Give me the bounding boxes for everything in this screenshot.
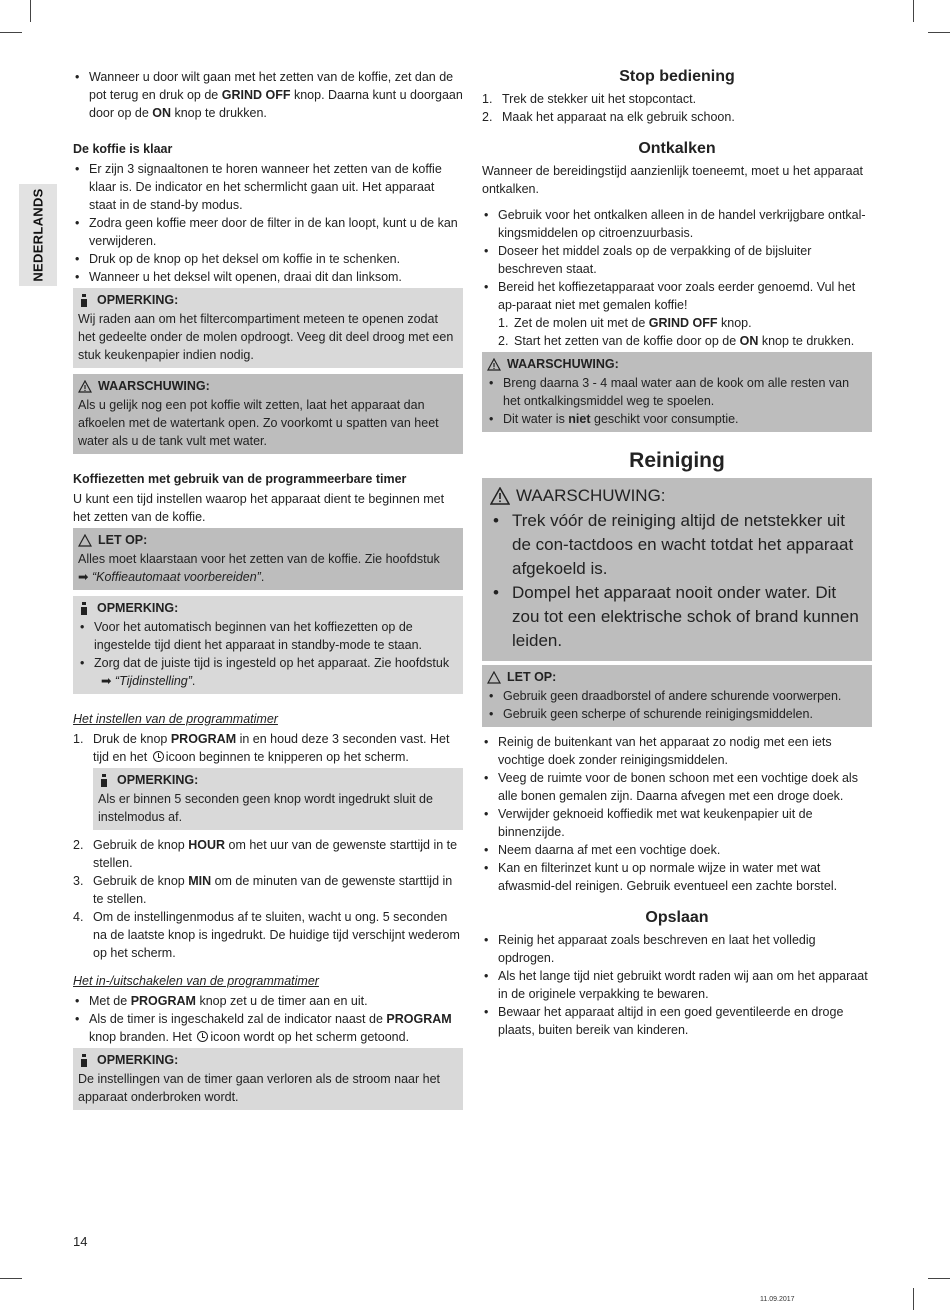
list-item: • Dit water is niet geschikt voor consumptie. <box>487 410 867 428</box>
list-item: • Bewaar het apparaat altijd in een goed geventileerde en droge plaats, buiten bereik van kinderen. <box>482 1003 872 1039</box>
list-item: • Veeg de ruimte voor de bonen schoon met een vochtige doek als alle bonen gemalen zijn. Daarna afvegen met een droge doek. <box>482 769 872 805</box>
list-item: 3. Gebruik de knop MIN om de minuten van de gewenste starttijd in te stellen. <box>73 874 453 906</box>
crop-mark <box>928 32 950 33</box>
onoff-list <box>73 992 463 1046</box>
list-item: 1. Trek de stekker uit het stopcontact. <box>482 92 697 106</box>
ready-list <box>73 160 463 286</box>
caution-icon <box>78 534 92 547</box>
list-item: 1. Druk de knop PROGRAM in en houd deze 3 seconden vast. Het tijd en het icoon beginnen te knipperen op het scherm. <box>73 732 450 764</box>
warning-box: WAARSCHUWING: Als u gelijk nog een pot koffie wilt zetten, laat het apparaat dan afkoelen met de watertank open. Zo voorkomt u spatten van heet water als u de tank vult met water. <box>73 374 463 454</box>
page-number: 14 <box>73 1234 88 1249</box>
list-item: • Met de PROGRAM knop zet u de timer aan en uit. <box>73 992 463 1010</box>
list-item: 2. Start het zetten van de koffie door op de ON knop te drukken. <box>498 334 855 348</box>
clean-heading: Reiniging <box>629 449 725 472</box>
list-item: • Doseer het middel zoals op de verpakking of de bijsluiter beschreven staat. <box>482 242 872 278</box>
list-item: • Verwijder geknoeid koffiedik met wat keukenpapier uit de binnenzijde. <box>482 805 872 841</box>
list-item: • Kan en filterinzet kunt u op normale wijze in water met wat afwasmid-del reinigen. Gebruik eventueel een zachte borstel. <box>482 859 872 895</box>
arrow-icon: ➡ <box>78 570 89 584</box>
list-item: 1. Zet de molen uit met de GRIND OFF knop. <box>498 316 752 330</box>
list-item: • Gebruik geen draadborstel of andere schurende voorwerpen. <box>487 687 867 705</box>
crop-mark <box>0 1278 22 1279</box>
info-icon <box>80 294 88 307</box>
list-item: • Wanneer u door wilt gaan met het zetten van de koffie, zet dan de pot terug en druk op de GRIND OFF knop. Daarna kunt u doorgaan door op de ON knop te drukken. <box>73 68 463 122</box>
list-item: • Reinig de buitenkant van het apparaat zo nodig met een iets vochtige doek zonder reinigingsmiddelen. <box>482 733 872 769</box>
note-box: OPMERKING: De instellingen van de timer gaan verloren als de stroom naar het apparaat onderbroken wordt. <box>73 1048 463 1110</box>
list-item: • Gebruik geen scherpe of schurende reinigingsmiddelen. <box>487 705 867 723</box>
list-item: • Voor het automatisch beginnen van het koffiezetten op de ingestelde tijd dient het apparaat in standby-mode te staan. <box>78 618 458 654</box>
right-column <box>482 68 872 1039</box>
note-box: OPMERKING: Als er binnen 5 seconden geen knop wordt ingedrukt sluit de instelmodus af. <box>93 768 463 830</box>
info-icon <box>80 1054 88 1067</box>
descale-sub-steps <box>482 314 872 350</box>
caution-icon <box>487 671 501 684</box>
list-item: • Reinig het apparaat zoals beschreven en laat het volledig opdrogen. <box>482 931 872 967</box>
crop-mark <box>0 32 22 33</box>
onoff-heading: Het in-/uitschakelen van de programmatimer <box>73 974 319 988</box>
big-warning-box: WAARSCHUWING: • Trek vóór de reiniging altijd de netstekker uit de con-tactdoos en wacht totdat het apparaat afgekoeld is. • Dompel het apparaat nooit onder water. Dit zou tot een elektrische schok of brand kunnen leiden. <box>482 478 872 661</box>
list-item: • Er zijn 3 signaaltonen te horen wanneer het zetten van de koffie klaar is. De indicator en het schermlicht gaan uit. Het apparaat staat in de stand-by modus. <box>73 160 463 214</box>
stop-heading: Stop bediening <box>619 68 735 85</box>
list-item: • Wanneer u het deksel wilt openen, draai dit dan linksom. <box>73 268 463 286</box>
language-tab <box>19 184 57 286</box>
list-item: • Als het lange tijd niet gebruikt wordt raden wij aan om het apparaat in de originele verpakking te bewaren. <box>482 967 872 1003</box>
list-item: 4. Om de instellingenmodus af te sluiten, wacht u ong. 5 seconden na de laatste knop is ingedrukt. De huidige tijd verschijnt wederom op het scherm. <box>73 910 460 960</box>
info-icon <box>100 774 108 787</box>
list-item: • Zorg dat de juiste tijd is ingesteld op het apparaat. Zie hoofdstuk ➡ “Tijdinstelling”. <box>78 654 458 690</box>
clock-icon <box>197 1031 208 1042</box>
stop-steps <box>482 90 872 126</box>
store-heading: Opslaan <box>645 909 709 926</box>
intro-list <box>73 68 463 122</box>
warning-icon <box>490 487 510 505</box>
arrow-icon: ➡ <box>100 674 112 688</box>
list-item: • Neem daarna af met een vochtige doek. <box>482 841 872 859</box>
caution-box: LET OP: • Gebruik geen draadborstel of andere schurende voorwerpen. • Gebruik geen scherpe of schurende reinigingsmiddelen. <box>482 665 872 727</box>
clean-list <box>482 733 872 895</box>
descale-list <box>482 206 872 314</box>
list-item: • Zodra geen koffie meer door de filter in de kan loopt, kunt u de kan verwijderen. <box>73 214 463 250</box>
info-icon <box>80 602 88 615</box>
descale-intro: Wanneer de bereidingstijd aanzienlijk toeneemt, moet u het apparaat ontkalken. <box>482 164 864 196</box>
list-item: • Dompel het apparaat nooit onder water. Dit zou tot een elektrische schok of brand kunnen leiden. <box>490 581 864 653</box>
crop-mark <box>30 0 31 22</box>
list-item: • Gebruik voor het ontkalken alleen in de handel verkrijgbare ontkal-kingsmiddelen op citroenzuurbasis. <box>482 206 872 242</box>
caution-box: LET OP: Alles moet klaarstaan voor het zetten van de koffie. Zie hoofdstuk ➡ “Koffieautomaat voorbereiden”. <box>73 528 463 590</box>
set-heading: Het instellen van de programmatimer <box>73 712 278 726</box>
list-item: • Trek vóór de reiniging altijd de netstekker uit de con-tactdoos en wacht totdat het apparaat afgekoeld is. <box>490 509 864 581</box>
footer-date: 11.09.2017 <box>760 1296 795 1303</box>
list-item: • Bereid het koffiezetapparaat voor zoals eerder genoemd. Vul het ap-paraat niet met gemalen koffie! <box>482 278 872 314</box>
clock-icon <box>153 751 164 762</box>
language-label: NEDERLANDS <box>30 188 46 282</box>
warning-icon <box>487 358 501 371</box>
list-item: • Druk op de knop op het deksel om koffie in te schenken. <box>73 250 463 268</box>
store-list <box>482 931 872 1039</box>
list-item: 2. Gebruik de knop HOUR om het uur van de gewenste starttijd in te stellen. <box>73 838 458 870</box>
ready-heading: De koffie is klaar <box>73 142 173 156</box>
set-steps-cont <box>73 836 463 962</box>
list-item: 2. Maak het apparaat na elk gebruik schoon. <box>482 110 735 124</box>
set-steps <box>73 730 463 766</box>
list-item: • Breng daarna 3 - 4 maal water aan de kook om alle resten van het ontkalkingsmiddel weg te spoelen. <box>487 374 867 410</box>
descale-heading: Ontkalken <box>638 140 716 157</box>
list-item: • Als de timer is ingeschakeld zal de indicator naast de PROGRAM knop branden. Het icoon wordt op het scherm getoond. <box>73 1010 463 1046</box>
note-box: OPMERKING: • Voor het automatisch beginnen van het koffiezetten op de ingestelde tijd dient het apparaat in standby-mode te staan. • Zorg dat de juiste tijd is ingesteld op het apparaat. Zie hoofdstuk ➡ “Tijdinstelling”. <box>73 596 463 694</box>
warning-icon <box>78 380 92 393</box>
left-column <box>73 68 463 1116</box>
note-box: OPMERKING: Wij raden aan om het filtercompartiment meteen te openen zodat het gedeelte onder de molen opdroogt. Veeg dit deel droog met een stuk keukenpapier indien nodig. <box>73 288 463 368</box>
crop-mark <box>913 0 914 22</box>
crop-mark <box>928 1278 950 1279</box>
warning-box: WAARSCHUWING: • Breng daarna 3 - 4 maal water aan de kook om alle resten van het ontkalkingsmiddel weg te spoelen. • Dit water is niet geschikt voor consumptie. <box>482 352 872 432</box>
timer-text: U kunt een tijd instellen waarop het apparaat dient te beginnen met het zetten van de koffie. <box>73 492 445 524</box>
timer-heading: Koffiezetten met gebruik van de programmeerbare timer <box>73 472 407 486</box>
crop-mark <box>913 1288 914 1310</box>
